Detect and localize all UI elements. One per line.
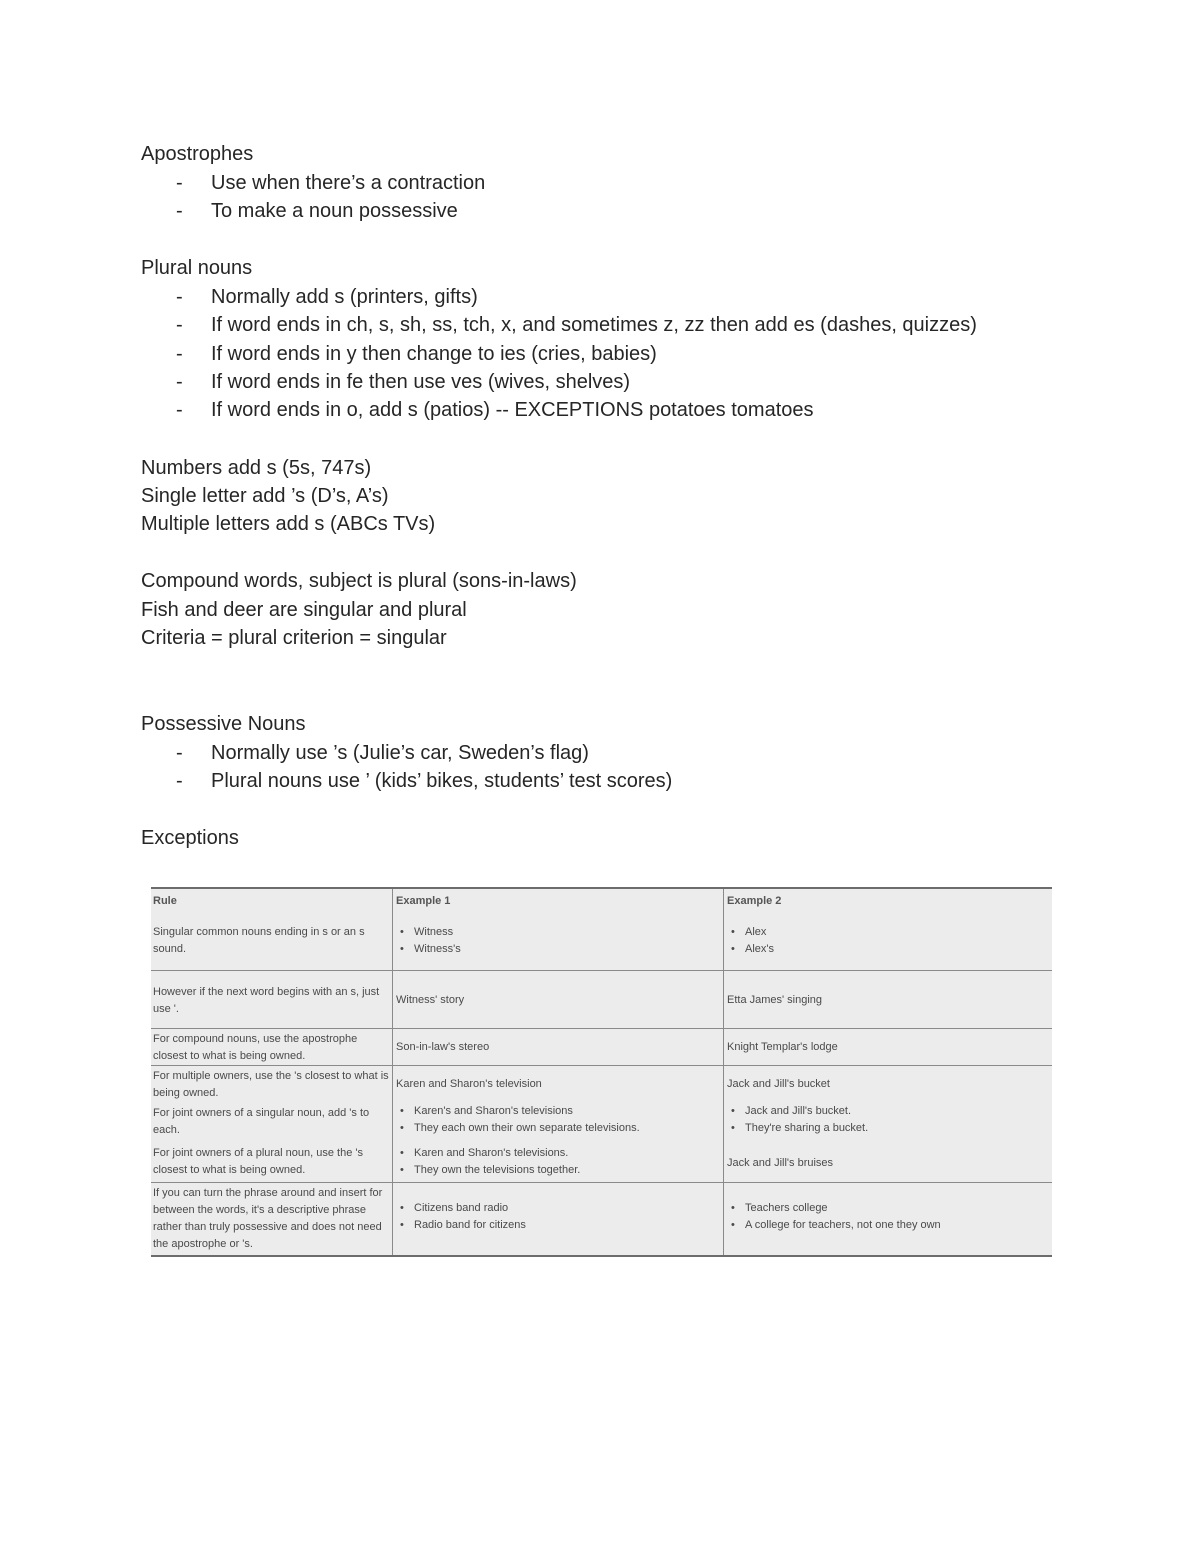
list-item: If word ends in y then change to ies (cries, babies) <box>211 343 657 365</box>
table-cell-example <box>727 1200 1047 1234</box>
row-divider <box>151 1028 1052 1029</box>
table-cell-example <box>396 1200 716 1234</box>
list-item: If word ends in o, add s (patios) -- EXCEPTIONS potatoes tomatoes <box>211 399 814 421</box>
list-item: Use when there’s a contraction <box>211 172 486 194</box>
table-cell-example: Witness' story <box>396 994 465 1006</box>
list-item: • Citizens band radio <box>414 1200 716 1217</box>
table-cell-rule: For compound nouns, use the apostrophe closest to what is being owned. <box>153 1033 358 1062</box>
dash-bullet: - <box>176 742 183 764</box>
dash-bullet: - <box>176 200 183 222</box>
table-cell-rule: For joint owners of a singular noun, add 's to each. <box>153 1107 370 1136</box>
column-divider <box>723 889 724 1255</box>
table-cell-example: Jack and Jill's bucket <box>727 1078 830 1090</box>
table-cell-example <box>396 1103 716 1137</box>
list-item: • Witness <box>414 924 716 941</box>
dash-bullet: - <box>176 371 183 393</box>
table-cell-rule: However if the next word begins with an s, just use '. <box>153 986 380 1015</box>
list-item: • Karen and Sharon's televisions. <box>414 1145 716 1162</box>
table-header-example-2: Example 2 <box>727 895 782 907</box>
list-item: • A college for teachers, not one they own <box>745 1217 1047 1234</box>
table-cell-rule: If you can turn the phrase around and insert for between the words, it's a descriptive phrase rather than truly possessive and does not need the apostrophe or 's. <box>153 1187 383 1250</box>
text-line: Single letter add ’s (D’s, A’s) <box>141 485 389 507</box>
list-item: • They're sharing a bucket. <box>745 1120 1047 1137</box>
list-item: • Radio band for citizens <box>414 1217 716 1234</box>
list-item: • Teachers college <box>745 1200 1047 1217</box>
list-item: • Witness's <box>414 941 716 958</box>
heading-possessive-nouns: Possessive Nouns <box>141 713 306 735</box>
row-divider <box>151 1065 1052 1066</box>
dash-bullet: - <box>176 286 183 308</box>
list-item: If word ends in fe then use ves (wives, shelves) <box>211 371 631 393</box>
table-cell-example: Knight Templar's lodge <box>727 1041 838 1053</box>
list-item: • Jack and Jill's bucket. <box>745 1103 1047 1120</box>
heading-apostrophes: Apostrophes <box>141 143 254 165</box>
dash-bullet: - <box>176 343 183 365</box>
table-cell-example <box>727 924 1047 958</box>
dash-bullet: - <box>176 399 183 421</box>
row-divider <box>151 1182 1052 1183</box>
table-header-example-1: Example 1 <box>396 895 451 907</box>
list-item: • Alex's <box>745 941 1047 958</box>
table-cell-example: Son-in-law's stereo <box>396 1041 490 1053</box>
text-line: Numbers add s (5s, 747s) <box>141 457 372 479</box>
table-cell-example: Etta James' singing <box>727 994 823 1006</box>
table-cell-rule: For multiple owners, use the 's closest to what is being owned. <box>153 1070 389 1099</box>
list-item: • Karen's and Sharon's televisions <box>414 1103 716 1120</box>
column-divider <box>392 889 393 1255</box>
row-divider <box>151 970 1052 971</box>
table-cell-rule: For joint owners of a plural noun, use the 's closest to what is being owned. <box>153 1147 363 1176</box>
table-cell-example <box>727 1103 1047 1137</box>
text-line: Compound words, subject is plural (sons-in-laws) <box>141 570 577 592</box>
list-item: To make a noun possessive <box>211 200 458 222</box>
list-item: Normally use ’s (Julie’s car, Sweden’s flag) <box>211 742 589 764</box>
table-cell-example: Karen and Sharon's television <box>396 1078 542 1090</box>
heading-plural-nouns: Plural nouns <box>141 257 253 279</box>
table-cell-example <box>396 924 716 958</box>
table-header-rule: Rule <box>153 895 177 907</box>
dash-bullet: - <box>176 314 183 336</box>
dash-bullet: - <box>176 172 183 194</box>
table-cell-example: Jack and Jill's bruises <box>727 1157 834 1169</box>
list-item: • They each own their own separate televisions. <box>414 1120 716 1137</box>
list-item: • They own the televisions together. <box>414 1162 716 1179</box>
text-line: Criteria = plural criterion = singular <box>141 627 447 649</box>
text-line: Fish and deer are singular and plural <box>141 599 467 621</box>
table-cell-rule: Singular common nouns ending in s or an s sound. <box>153 926 365 955</box>
list-item: • Alex <box>745 924 1047 941</box>
heading-exceptions: Exceptions <box>141 827 239 849</box>
table-cell-example <box>396 1145 716 1179</box>
list-item: Normally add s (printers, gifts) <box>211 286 478 308</box>
list-item: Plural nouns use ’ (kids’ bikes, students’ test scores) <box>211 770 673 792</box>
dash-bullet: - <box>176 770 183 792</box>
list-item: If word ends in ch, s, sh, ss, tch, x, and sometimes z, zz then add es (dashes, quizzes) <box>211 314 977 336</box>
text-line: Multiple letters add s (ABCs TVs) <box>141 513 436 535</box>
exceptions-table <box>151 887 1052 1257</box>
